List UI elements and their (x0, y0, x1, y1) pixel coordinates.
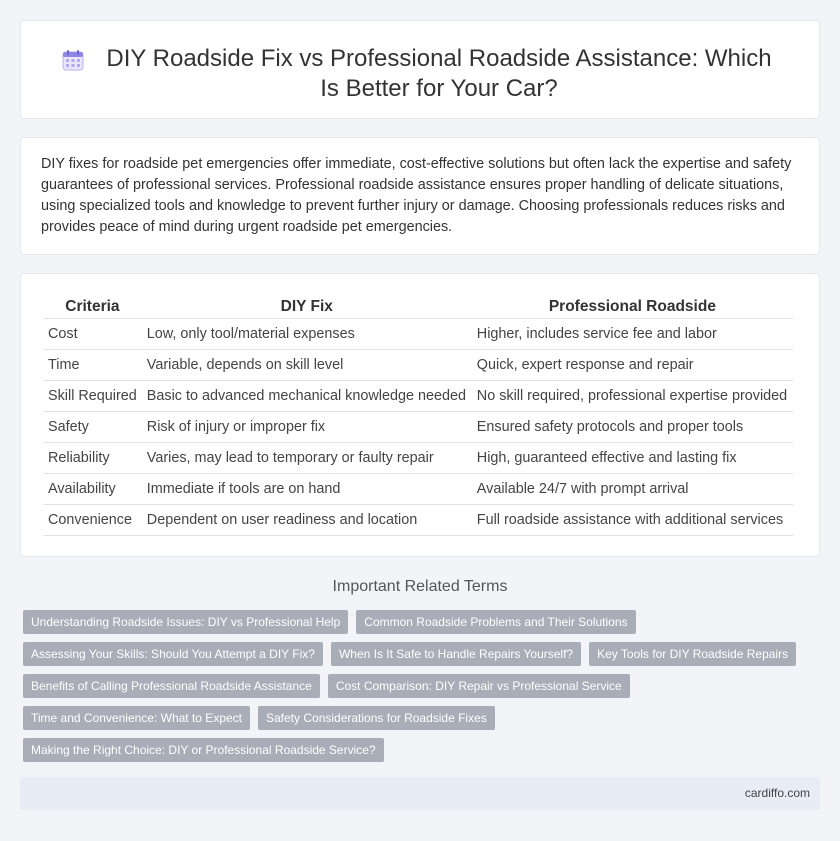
header-card (20, 20, 820, 119)
table-row (43, 412, 793, 443)
table-row (43, 381, 793, 412)
table-row (43, 443, 793, 474)
table-row (43, 505, 793, 536)
tag-row (23, 610, 813, 634)
criteria-cell: Reliability (43, 443, 142, 474)
professional-cell: High, guaranteed effective and lasting fix (472, 443, 793, 474)
related-tag[interactable]: Safety Considerations for Roadside Fixes (258, 706, 495, 730)
intro-card (20, 137, 820, 255)
criteria-cell: Time (43, 350, 142, 381)
related-terms-tags (23, 610, 813, 770)
footer (20, 777, 820, 810)
professional-cell: No skill required, professional expertise provided (472, 381, 793, 412)
related-terms-heading: Important Related Terms (332, 578, 508, 595)
related-tag[interactable]: Key Tools for DIY Roadside Repairs (589, 642, 796, 666)
related-tag[interactable]: Common Roadside Problems and Their Solutions (356, 610, 635, 634)
related-tag[interactable]: Cost Comparison: DIY Repair vs Professional Service (328, 674, 630, 698)
comparison-table (43, 295, 793, 536)
related-tag[interactable]: Understanding Roadside Issues: DIY vs Professional Help (23, 610, 348, 634)
page-title: DIY Roadside Fix vs Professional Roadside Assistance: Which Is Better for Your Car? (106, 45, 772, 102)
header-diy: DIY Fix (142, 295, 472, 319)
professional-cell: Ensured safety protocols and proper tools (472, 412, 793, 443)
tag-row (23, 706, 813, 730)
table-row (43, 350, 793, 381)
diy-cell: Basic to advanced mechanical knowledge needed (142, 381, 472, 412)
professional-cell: Full roadside assistance with additional services (472, 505, 793, 536)
related-tag[interactable]: When Is It Safe to Handle Repairs Yourself? (331, 642, 581, 666)
criteria-cell: Convenience (43, 505, 142, 536)
professional-cell: Quick, expert response and repair (472, 350, 793, 381)
comparison-card (20, 273, 820, 557)
related-tag[interactable]: Making the Right Choice: DIY or Professional Roadside Service? (23, 738, 384, 762)
professional-cell: Available 24/7 with prompt arrival (472, 474, 793, 505)
criteria-cell: Skill Required (43, 381, 142, 412)
criteria-cell: Availability (43, 474, 142, 505)
tag-row (23, 674, 813, 698)
table-row (43, 319, 793, 350)
criteria-cell: Safety (43, 412, 142, 443)
diy-cell: Variable, depends on skill level (142, 350, 472, 381)
diy-cell: Immediate if tools are on hand (142, 474, 472, 505)
diy-cell: Low, only tool/material expenses (142, 319, 472, 350)
intro-paragraph: DIY fixes for roadside pet emergencies offer immediate, cost-effective solutions but often lack the expertise and safety guarantees of professional services. Professional roadside assistance ensures proper handling of delicate situations, using specialized tools and knowledge to prevent further injury or damage. Choosing professionals reduces risks and provides peace of mind during urgent roadside pet emergencies. (41, 156, 792, 235)
professional-cell: Higher, includes service fee and labor (472, 319, 793, 350)
tag-row (23, 738, 813, 762)
tag-row (23, 642, 813, 666)
header-criteria: Criteria (43, 295, 142, 319)
diy-cell: Varies, may lead to temporary or faulty repair (142, 443, 472, 474)
diy-cell: Dependent on user readiness and location (142, 505, 472, 536)
criteria-cell: Cost (43, 319, 142, 350)
footer-site-link[interactable]: cardiffo.com (744, 786, 810, 800)
table-header-row (43, 295, 793, 319)
related-tag[interactable]: Assessing Your Skills: Should You Attempt a DIY Fix? (23, 642, 323, 666)
header-professional: Professional Roadside (472, 295, 793, 319)
related-tag[interactable]: Benefits of Calling Professional Roadside Assistance (23, 674, 320, 698)
related-tag[interactable]: Time and Convenience: What to Expect (23, 706, 250, 730)
diy-cell: Risk of injury or improper fix (142, 412, 472, 443)
table-row (43, 474, 793, 505)
calendar-icon (61, 48, 85, 72)
